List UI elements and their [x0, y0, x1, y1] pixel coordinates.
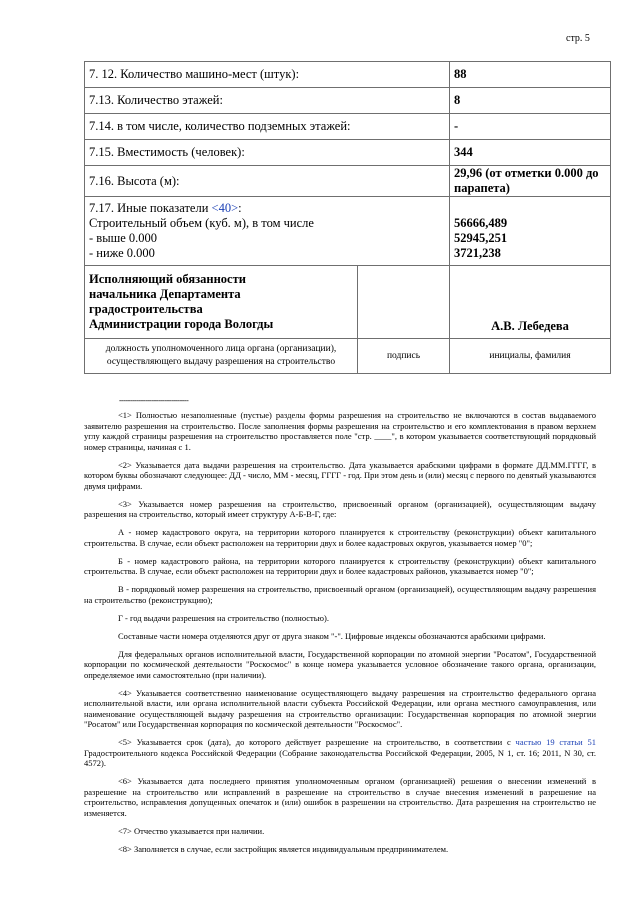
footnote-40-link[interactable]: <40>: [211, 201, 239, 215]
row-label: 7.15. Вместимость (человек):: [85, 140, 450, 166]
footnotes: [84, 410, 596, 862]
row-label: 7.13. Количество этажей:: [85, 88, 450, 114]
table-row: [85, 88, 611, 114]
table-row: [85, 166, 611, 197]
row-value: 8: [450, 88, 611, 114]
footnote-separator: --------------------------------: [119, 396, 189, 405]
other-line: - ниже 0.000: [89, 246, 155, 260]
other-value: 56666,489: [454, 216, 508, 230]
row-value: 29,96 (от отметки 0.000 до парапета): [450, 166, 611, 197]
law-article-link[interactable]: частью 19 статьи 51: [515, 737, 596, 747]
table-row: [85, 140, 611, 166]
caption-position: должность уполномоченного лица органа (организации), осуществляющего выдачу разрешения на строительство: [85, 339, 358, 374]
other-label-suffix: :: [238, 201, 242, 215]
building-parameters-table: [84, 61, 611, 374]
footnote: Составные части номера отделяются друг от друга знаком "-". Цифровые индексы обозначаются арабскими цифрами.: [118, 630, 546, 641]
footnote: Б - номер кадастрового района, на территории которого планируется к строительству (реконструкции) объект капитального строительства. В случае, если объект расположен на территории двух и более кадастровых районов, указывается номер "0";: [84, 555, 596, 576]
signature-row: [85, 266, 611, 339]
footnote: <6> Указывается дата последнего принятия уполномоченным органом (организацией) решения о внесении изменений в разрешение на строительство или исправлений в разрешение на строительство в случае внесения изменений в разрешение на строительство, исправления допущенных опечаток и (или) ошибок в разрешении на строительство. Дата разрешения на строительство не изменяется.: [84, 776, 596, 818]
other-line: Строительный объем (куб. м), в том числе: [89, 216, 314, 230]
page-number: стр. 5: [566, 33, 590, 44]
other-indicators-label: [85, 197, 450, 266]
row-value: -: [450, 114, 611, 140]
caption-signature: подпись: [358, 339, 450, 374]
other-value: 52945,251: [454, 231, 508, 245]
footnote: Для федеральных органов исполнительной власти, Государственной корпорации по атомной энергии "Росатом", Государственной корпорации по космической деятельности "Роскосмос" в конце номера указывается условное обозначение такого органа, организации, определяемое ими самостоятельно (при наличии).: [84, 648, 596, 680]
position-line: начальника Департамента: [89, 287, 241, 301]
position-line: градостроительства: [89, 302, 203, 316]
table-row: [85, 62, 611, 88]
footnote: В - порядковый номер разрешения на строительство, присвоенный органом (организацией), осуществляющим выдачу разрешения на строительство (реконструкцию);: [84, 584, 596, 605]
row-value: 344: [450, 140, 611, 166]
row-label: 7.16. Высота (м):: [85, 166, 450, 197]
other-label-prefix: 7.17. Иные показатели: [89, 201, 212, 215]
other-indicators-values: [450, 197, 611, 266]
signature-cell: [358, 266, 450, 339]
signature-captions-row: [85, 339, 611, 374]
footnote: Г - год выдачи разрешения на строительство (полностью).: [118, 612, 329, 623]
position-line: Администрации города Вологды: [89, 317, 274, 331]
footnote-text: <5> Указывается срок (дата), до которого действует разрешение на строительство, в соответствии с: [118, 737, 516, 747]
signatory-position: [85, 266, 358, 339]
caption-name: инициалы, фамилия: [450, 339, 611, 374]
signatory-name: А.В. Лебедева: [450, 266, 611, 339]
footnote: <8> Заполняется в случае, если застройщик является индивидуальным предпринимателем.: [118, 843, 449, 854]
footnote: <3> Указывается номер разрешения на строительство, присвоенный органом (организацией), осуществляющим выдачу разрешения на строительство, который имеет структуру А-Б-В-Г, где:: [84, 498, 596, 519]
footnote: [84, 737, 596, 769]
footnote-text: Градостроительного кодекса Российской Федерации (Собрание законодательства Российской Федерации, 2005, N 1, ст. 16; 2011, N 30, ст. 4572).: [84, 747, 596, 768]
table-row-other-indicators: [85, 197, 611, 266]
footnote: <7> Отчество указывается при наличии.: [118, 825, 265, 836]
footnote: А - номер кадастрового округа, на территории которого планируется к строительству (реконструкции) объект капитального строительства. В случае, если объект расположен на территории двух и более кадастровых округов, указывается номер "0";: [84, 527, 596, 548]
row-label: 7. 12. Количество машино-мест (штук):: [85, 62, 450, 88]
row-value: 88: [450, 62, 611, 88]
other-value: 3721,238: [454, 246, 501, 260]
row-label: 7.14. в том числе, количество подземных этажей:: [85, 114, 450, 140]
table-row: [85, 114, 611, 140]
footnote: <2> Указывается дата выдачи разрешения на строительство. Дата указывается арабскими цифрами в формате ДД.ММ.ГГГГ, в котором буквы обозначают следующее: ДД - число, ММ - месяц, ГГГГ - год. При этом день и (или) месяц с первого по девятый указываются двумя цифрами.: [84, 459, 596, 491]
footnote: <1> Полностью незаполненные (пустые) разделы формы разрешения на строительство не включаются в состав выдаваемого заявителю разрешения на строительство. После заполнения формы разрешения на строительство и его комплектования в правом верхнем углу каждой страницы разрешения на строительство проставляется поле "стр. ____", в котором указывается соответствующий порядковый номер страницы, начиная с 1.: [84, 410, 596, 452]
other-line: - выше 0.000: [89, 231, 158, 245]
footnote: <4> Указывается соответственно наименование осуществляющего выдачу разрешения на строительство федерального органа исполнительной власти, или органа исполнительной власти субъекта Российской Федерации, или органа местного самоуправления, или наименование осуществляющей выдачу разрешения на строительство организации: Государственная корпорация по атомной энергии "Росатом" или Государственная корпорация по космической деятельности "Роскосмос".: [84, 687, 596, 729]
position-line: Исполняющий обязанности: [89, 272, 246, 286]
